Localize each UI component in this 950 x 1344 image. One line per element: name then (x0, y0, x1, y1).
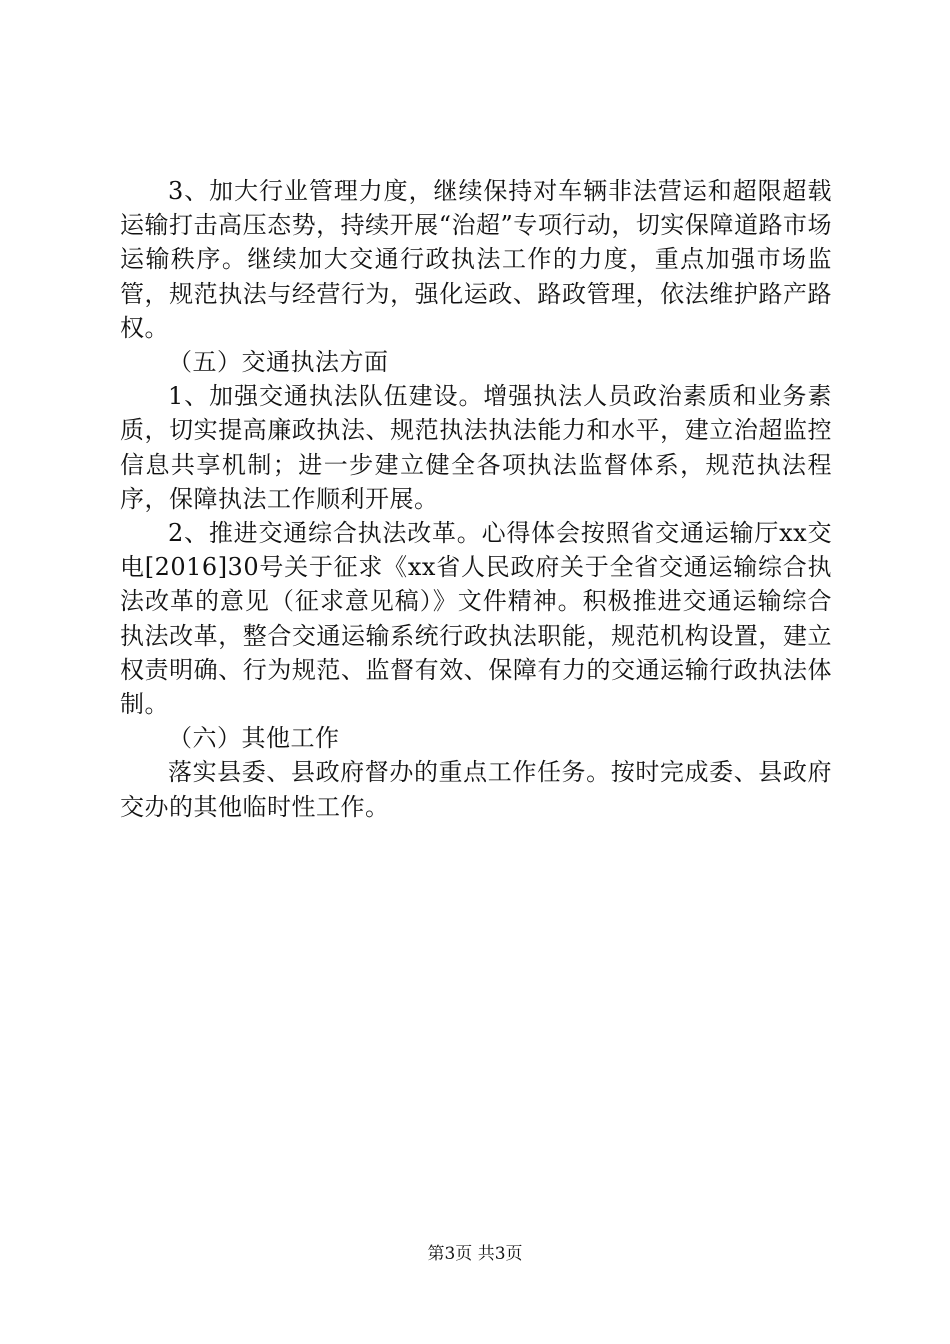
section-heading-other-work: （六）其他工作 (168, 724, 340, 753)
paragraph-other-tasks: 落实县委、县政府督办的重点工作任务。按时完成委、县政府交办的其他临时性工作。 (120, 758, 832, 821)
paragraph-enforcement-team: 1、加强交通执法队伍建设。增强执法人员政治素质和业务素质，切实提高廉政执法、规范执法执法能力和水平，建立治超监控信息共享机制；进一步建立健全各项执法监督体系，规范执法程序，保障执法工作顺利开展。 (120, 382, 832, 513)
section-heading-enforcement: （五）交通执法方面 (168, 348, 389, 377)
paragraph-industry-management: 3、加大行业管理力度，继续保持对车辆非法营运和超限超载运输打击高压态势，持续开展“治超”专项行动，切实保障道路市场运输秩序。继续加大交通行政执法工作的力度，重点加强市场监管，规范执法与经营行为，强化运政、路政管理，依法维护路产路权。 (120, 177, 832, 342)
page-number-footer: 第3页 共3页 (427, 1244, 523, 1264)
document-body (120, 174, 832, 824)
paragraph-enforcement-reform: 2、推进交通综合执法改革。心得体会按照省交通运输厅xx交电[2016]30号关于征求《xx省人民政府关于全省交通运输综合执法改革的意见（征求意见稿）》文件精神。积极推进交通运输综合执法改革，整合交通运输系统行政执法职能，规范机构设置，建立权责明确、行为规范、监督有效、保障有力的交通运输行政执法体制。 (120, 519, 832, 719)
